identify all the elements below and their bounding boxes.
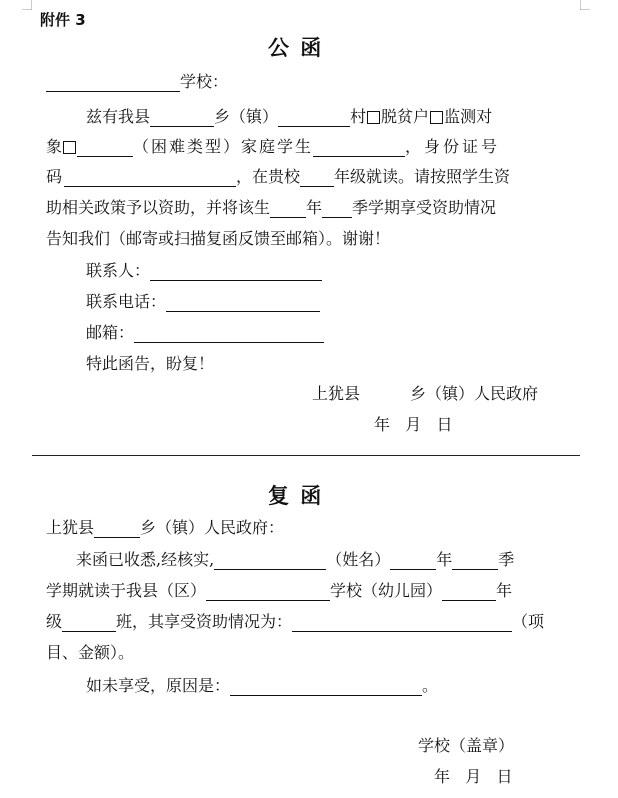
text: 班，其享受资助情况为： (116, 612, 293, 631)
reply-class-blank[interactable] (62, 613, 116, 632)
email-label: 邮箱： (86, 323, 135, 342)
text: 。 (422, 676, 439, 695)
email-blank[interactable] (134, 324, 324, 343)
letter-date: 年 月 日 (374, 415, 453, 434)
student-name-blank[interactable] (313, 138, 405, 157)
text: 学校（幼儿园） (330, 581, 443, 600)
text: ，身份证号 (405, 137, 501, 156)
text: 乡（镇）人民政府： (140, 518, 285, 537)
reply-name-blank[interactable] (214, 551, 326, 570)
text: （姓名） (326, 550, 391, 569)
text: 年 (436, 550, 453, 569)
text: 监测对 (444, 107, 493, 126)
email-line (86, 323, 324, 343)
reply-date: 年 月 日 (434, 767, 513, 786)
poverty-household-checkbox[interactable] (367, 111, 380, 124)
reply-line-3 (46, 612, 544, 632)
reply-line-5 (86, 676, 438, 696)
text: 上犹县 (312, 384, 361, 403)
phone-label: 联系电话： (86, 292, 167, 311)
town-blank[interactable] (278, 108, 350, 127)
text: 乡（镇）人民政府 (410, 384, 539, 403)
addressee-suffix: 学校： (180, 72, 229, 91)
text: 助相关政策予以资助，并将该生 (46, 198, 271, 217)
letter-title: 公 函 (268, 36, 324, 60)
addressee-line (46, 72, 228, 92)
text: 脱贫户 (381, 107, 430, 126)
phone-line (86, 292, 320, 312)
contact-blank[interactable] (150, 262, 322, 281)
school-name-blank[interactable] (46, 73, 180, 92)
letter-line-1 (86, 107, 492, 127)
annex-label: 附件 3 (40, 11, 86, 29)
text: 来函已收悉,经核实, (76, 550, 215, 569)
text: 年 (496, 581, 513, 600)
reply-school-blank[interactable] (206, 582, 330, 601)
reply-title: 复 函 (268, 484, 324, 508)
corner-mark-top-left (22, 0, 32, 10)
county-blank[interactable] (150, 108, 214, 127)
cut-line (32, 455, 580, 456)
text: 乡（镇） (214, 107, 279, 126)
reply-line-4: 目、金额）。 (46, 643, 135, 662)
text: 象 (46, 137, 63, 156)
closing-text: 特此函告，盼复！ (86, 354, 215, 373)
letter-line-2 (46, 137, 500, 157)
reason-blank[interactable] (230, 677, 422, 696)
text: （项 (512, 612, 545, 631)
reply-term-blank[interactable] (452, 551, 498, 570)
text: 码 (46, 167, 63, 186)
letter-line-5: 告知我们（邮寄或扫描复函反馈至邮箱）。谢谢！ (46, 229, 391, 248)
text: 村 (350, 107, 367, 126)
letter-signature (312, 384, 538, 404)
id-number-blank[interactable] (64, 168, 236, 187)
text: 季学期享受资助情况 (352, 198, 497, 217)
text: 年 (306, 198, 323, 217)
reply-line-1 (76, 550, 514, 570)
letter-line-4 (46, 198, 496, 218)
corner-mark-top-right (580, 0, 590, 10)
phone-blank[interactable] (166, 293, 320, 312)
text: 兹有我县 (86, 107, 151, 126)
reply-grade-blank[interactable] (442, 582, 496, 601)
year-blank[interactable] (270, 199, 306, 218)
grade-blank[interactable] (300, 168, 334, 187)
contact-label: 联系人： (86, 261, 151, 280)
text: 如未享受，原因是： (86, 676, 231, 695)
other-type-checkbox[interactable] (63, 141, 76, 154)
reply-signature: 学校（盖章） (418, 736, 515, 755)
term-blank[interactable] (322, 199, 352, 218)
text: （困难类型）家庭学生 (133, 137, 314, 156)
contact-line (86, 261, 322, 281)
reply-line-2 (46, 581, 512, 601)
reply-addressee (46, 518, 284, 538)
letter-line-3 (46, 167, 510, 187)
text: ，在贵校 (236, 167, 301, 186)
text: 级 (46, 612, 63, 631)
hardship-type-blank[interactable] (77, 138, 133, 157)
text: 年级就读。请按照学生资 (334, 167, 511, 186)
reply-year-blank[interactable] (390, 551, 436, 570)
reply-town-blank[interactable] (94, 519, 140, 538)
reply-aid-blank[interactable] (292, 613, 512, 632)
text: 上犹县 (46, 518, 95, 537)
text: 季 (498, 550, 515, 569)
monitoring-target-checkbox[interactable] (430, 111, 443, 124)
text: 学期就读于我县（区） (46, 581, 207, 600)
